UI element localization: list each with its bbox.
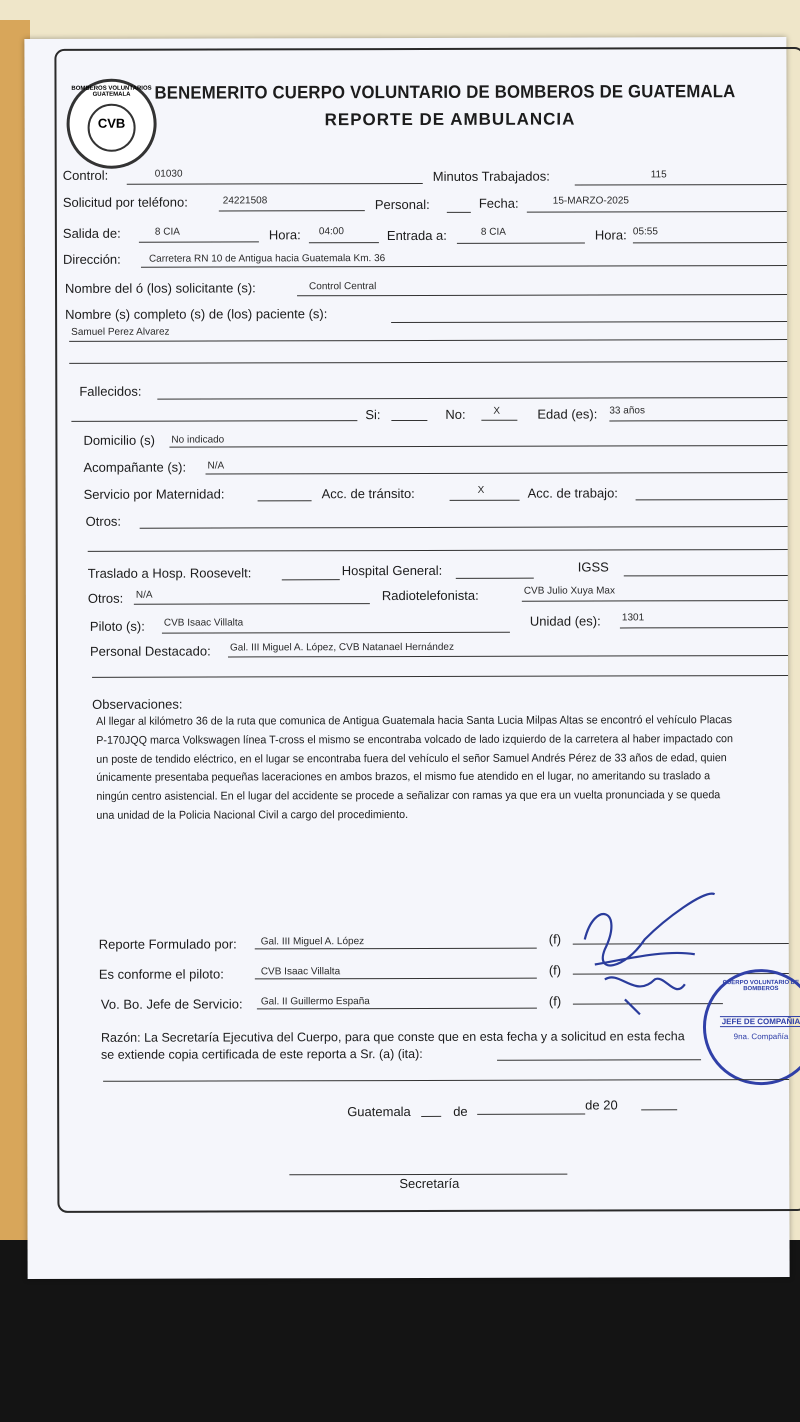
label-trabajo: Acc. de trabajo: — [527, 485, 618, 501]
label-solicitante: Nombre del ó (los) solicitante (s): — [65, 280, 256, 296]
label-guatemala: Guatemala — [347, 1103, 411, 1120]
value-domicilio: No indicado — [171, 434, 225, 446]
label-si: Si: — [365, 407, 381, 423]
label-secretaria: Secretaría — [399, 1175, 460, 1192]
value-personal-destacado: Gal. III Miguel A. López, CVB Natanael Hernández — [229, 641, 455, 654]
label-no: No: — [445, 406, 466, 422]
label-piloto: Piloto (s): — [89, 618, 145, 634]
seal-ring-text: BOMBEROS VOLUNTARIOS GUATEMALA — [71, 85, 152, 98]
value-hora-salida: 04:00 — [318, 226, 344, 238]
label-traslado: Traslado a Hosp. Roosevelt: — [87, 565, 252, 581]
stamp-line-1: JEFE DE COMPAÑIA — [721, 1016, 800, 1027]
value-entrada: 8 CIA — [480, 226, 506, 238]
label-hora-entrada: Hora: — [594, 227, 627, 243]
value-radiotelefonista: CVB Julio Xuya Max — [523, 585, 615, 597]
form-border — [54, 47, 800, 1213]
label-f-1: (f) — [548, 931, 562, 947]
label-otros-2: Otros: — [87, 590, 124, 606]
value-reporte-formulado: Gal. III Miguel A. López — [260, 936, 365, 948]
stamp-ring: CUERPO VOLUNTARIO DE BOMBEROS — [722, 979, 800, 993]
value-salida: 8 CIA — [154, 226, 180, 238]
value-transito-mark: X — [477, 484, 485, 496]
value-paciente: Samuel Perez Alvarez — [71, 326, 170, 338]
value-direccion: Carretera RN 10 de Antigua hacia Guatemala Km. 36 — [148, 253, 386, 265]
label-conforme-piloto: Es conforme el piloto: — [98, 966, 224, 982]
label-hospital-general: Hospital General: — [341, 562, 443, 579]
label-fecha: Fecha: — [478, 195, 519, 211]
observaciones-text: Al llegar al kilómetro 36 de la ruta que comunica de Antigua Guatemala hacia Santa Lucia Milpas Altas se encontró el vehículo Placas P-170JQQ marca Volkswagen línea T-cross el mismo se encontraba volcado de lado izquierdo de la carretera al haber impactado con un poste de tendido eléctrico, en el lugar se encontraba fuera del vehículo el señor Samuel Andrés Pérez de 33 años de edad, quien únicamente presentaba pequeñas laceraciones en ambos brazos, el mismo fue atendido en el lugar, no ameritando su traslado a ningún centro asistencial. En el lugar del accidente se procede a señalizar con ramas ya que era un vuelta pronunciada y se queda una unidad de la Policia Nacional Civil a cargo del procedimiento. — [96, 714, 734, 822]
label-de: de — [453, 1103, 468, 1119]
label-otros-1: Otros: — [85, 513, 122, 529]
report-form — [24, 37, 800, 1279]
stamp-line-2: 9na. Compañía — [733, 1032, 789, 1042]
label-personal: Personal: — [374, 196, 430, 213]
label-pacientes: Nombre (s) completo (s) de (los) paciente (s): — [65, 306, 328, 322]
form-title: BENEMERITO CUERPO VOLUNTARIO DE BOMBEROS DE GUATEMALA — [154, 81, 736, 103]
label-f-3: (f) — [548, 993, 562, 1009]
value-vobo: Gal. II Guillermo España — [260, 996, 370, 1008]
label-acompanante: Acompañante (s): — [83, 459, 187, 475]
value-solicitante: Control Central — [309, 281, 377, 293]
label-transito: Acc. de tránsito: — [321, 485, 415, 502]
value-otros-2: N/A — [135, 589, 153, 601]
value-hora-entrada: 05:55 — [632, 226, 658, 238]
label-direccion: Dirección: — [62, 251, 121, 267]
value-piloto: CVB Isaac Villalta — [163, 617, 244, 629]
value-conforme-piloto: CVB Isaac Villalta — [260, 966, 341, 978]
label-edad: Edad (es): — [537, 406, 598, 422]
label-personal-destacado: Personal Destacado: — [89, 643, 211, 659]
label-unidad: Unidad (es): — [529, 613, 601, 629]
value-control: 01030 — [154, 168, 183, 180]
label-entrada: Entrada a: — [386, 227, 447, 244]
label-hora-salida: Hora: — [268, 227, 301, 243]
label-control: Control: — [62, 167, 109, 183]
label-radiotelefonista: Radiotelefonista: — [381, 587, 479, 604]
value-acompanante: N/A — [207, 460, 225, 472]
label-maternidad: Servicio por Maternidad: — [83, 486, 225, 502]
label-vobo: Vo. Bo. Jefe de Servicio: — [100, 996, 243, 1012]
value-edad: 33 años — [609, 405, 645, 417]
label-igss: IGSS — [577, 559, 609, 575]
bomberos-seal-logo — [66, 79, 156, 169]
label-salida: Salida de: — [62, 225, 121, 241]
value-minutos: 115 — [650, 169, 667, 181]
value-no-mark: X — [493, 405, 501, 417]
label-fallecidos: Fallecidos: — [79, 383, 142, 399]
value-fecha: 15-MARZO-2025 — [552, 195, 629, 207]
label-f-2: (f) — [548, 962, 562, 978]
value-telefono: 24221508 — [222, 195, 268, 207]
label-de-20: de 20 — [585, 1097, 618, 1113]
signature-scribble — [565, 879, 725, 1019]
label-domicilio: Domicilio (s) — [83, 432, 155, 448]
form-subtitle: REPORTE DE AMBULANCIA — [324, 109, 576, 130]
label-solicitud: Solicitud por teléfono: — [62, 194, 188, 210]
label-observaciones: Observaciones: — [92, 696, 183, 712]
label-reporte-formulado: Reporte Formulado por: — [98, 936, 237, 952]
value-unidad: 1301 — [621, 612, 645, 624]
razon-line-2: se extiende copia certificada de este reporta a Sr. (a) (ita): — [101, 1046, 423, 1062]
company-stamp — [703, 969, 800, 1085]
razon-line-1: Razón: La Secretaría Ejecutiva del Cuerpo, para que conste que en esta fecha y a solicitud en esta fecha — [100, 1029, 685, 1045]
label-minutos: Minutos Trabajados: — [432, 168, 550, 184]
seal-center-text: CVB — [97, 115, 126, 131]
